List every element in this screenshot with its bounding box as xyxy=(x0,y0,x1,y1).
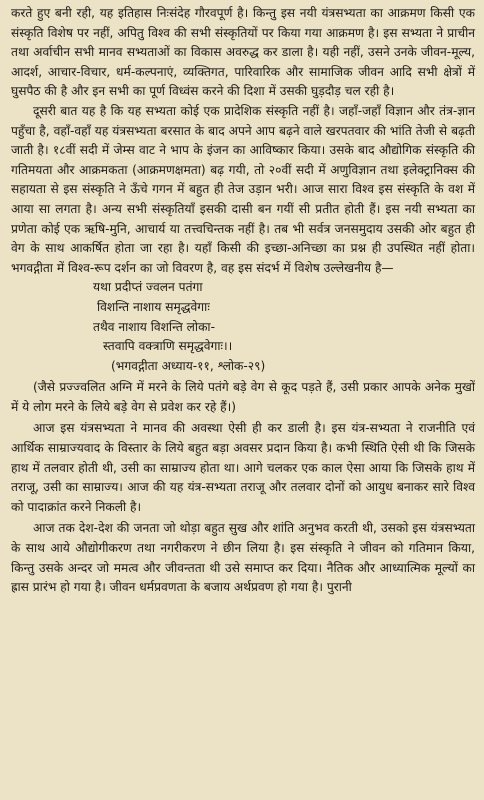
gita-verse xyxy=(93,278,475,376)
verse-line-4: स्तवापि वक्त्राणि समृद्धवेगाः।। xyxy=(103,339,233,354)
verse-translation: (जैसे प्रज्ज्वलित अग्नि में मरने के लिये पतंगे बड़े वेग से कूद पड़ते हैं, उसी प्रकार आपके अनेक मुखों में ये लोग मरने के लिये बड़े वेग से प्रवेश कर रहे हैं।) xyxy=(11,380,475,414)
verse-reference: (भगवद्गीता अध्याय-११, श्लोक-२९) xyxy=(111,358,266,373)
verse-line-1: यथा प्रदीप्तं ज्वलन पतंगा xyxy=(93,280,203,295)
paragraph-1: करते हुए बनी रही, यह इतिहास निःसंदेह गौरवपूर्ण है। किन्तु इस नयी यंत्रसभ्यता का आक्रमण किसी एक संस्कृति विशेष पर नहीं, अपितु विश्व की सभी संस्कृतियों पर किया गया आक्रमण है। इस सभ्यता ने प्राचीन तथा अर्वाचीन सभी मानव सभ्यताओं का विकास अवरुद्ध कर डाला है। यही नहीं, उसने उनके जीवन-मूल्य, आदर्श, आचार-विचार, धर्म-कल्पनाएं, व्यक्तिगत, पारिवारिक और सामाजिक जीवन आदि सभी क्षेत्रों में घुसपैठ की है और इन सभी का पूर्ण विध्वंस करने की दिशा में उसकी घुड़दौड़ चल रही है। xyxy=(11,6,475,99)
verse-line-3: तथैव नाशाय विशन्ति लोका- xyxy=(93,319,215,334)
paragraph-4: आज तक देश-देश की जनता जो थोड़ा बहुत सुख और शांति अनुभव करती थी, उसको इस यंत्रसभ्यता के साथ आये औद्योगीकरण तथा नगरीकरण ने छीन लिया है। इस संस्कृति ने जीवन को गतिमान किया, किन्तु उसके अन्दर जो ममत्व और जीवन्तता थी उसे समाप्त कर दिया। नैतिक और आध्यात्मिक मूल्यों का ह्रास प्रारंभ हो गया है। जीवन धर्मप्रवणता के बजाय अर्थप्रवण हो गया है। पुरानी xyxy=(11,521,475,595)
paragraph-2: दूसरी बात यह है कि यह सभ्यता कोई एक प्रादेशिक संस्कृति नहीं है। जहाँ-जहाँ विज्ञान और तंत्र-ज्ञान पहुँचा है, वहाँ-वहाँ यह यंत्रसभ्यता बरसात के बाद अपने आप बढ़ने वाले खरपतवार की भांति तेजी से बढ़ती जाती है। १८वीं सदी में जेम्स वाट ने भाप के इंजन का आविष्कार किया। उसके बाद औद्योगिक संस्कृति की गतिमयता और आक्रमकता (आक्रमणक्षमता) बढ़ गयी, तो २०वीं सदी में अणुविज्ञान तथा इलेक्ट्रानिक्स की सहायता से इस संस्कृति ने ऊँचे गगन में बहुत ही तेज उड़ान भरी। आज सारा विश्व इस संस्कृति के वश में आया सा लगता है। अन्य सभी संस्कृतियाँ इसकी दासी बन गयीं सी प्रतीत होती हैं। इस नयी सभ्यता का प्रणेता कोई एक ऋषि-मुनि, आचार्य या तत्त्वचिन्तक नहीं है। तब भी सर्वत्र जनसमुदाय उसकी ओर बहुत ही वेग के साथ आकर्षित होता जा रहा है। यहाँ किसी की इच्छा-अनिच्छा का प्रश्न ही उपस्थित नहीं होता। भगवद्गीता में विश्व-रूप दर्शन का जो विवरण है, वह इस संदर्भ में विशेष उल्लेखनीय है— xyxy=(11,103,475,275)
paragraph-3: आज इस यंत्रसभ्यता ने मानव की अवस्था ऐसी ही कर डाली है। इस यंत्र-सभ्यता ने राजनीति एवं आर्थिक साम्राज्यवाद के विस्तार के लिये बहुत बड़ा अवसर प्रदान किया है। कभी स्थिति ऐसी थी कि जिसके हाथ में तलवार होती थी, उसी का साम्राज्य होता था। आगे चलकर एक काल ऐसा आया कि जिसके हाथ में तराजू, उसी का साम्राज्य। आज की यह यंत्र-सभ्यता तराजू और तलवार दोनों को आयुध बनाकर सारे विश्व को पादाक्रांत करने निकली है। xyxy=(11,421,475,514)
verse-line-2: विशन्ति नाशाय समृद्धवेगाः xyxy=(97,299,210,314)
